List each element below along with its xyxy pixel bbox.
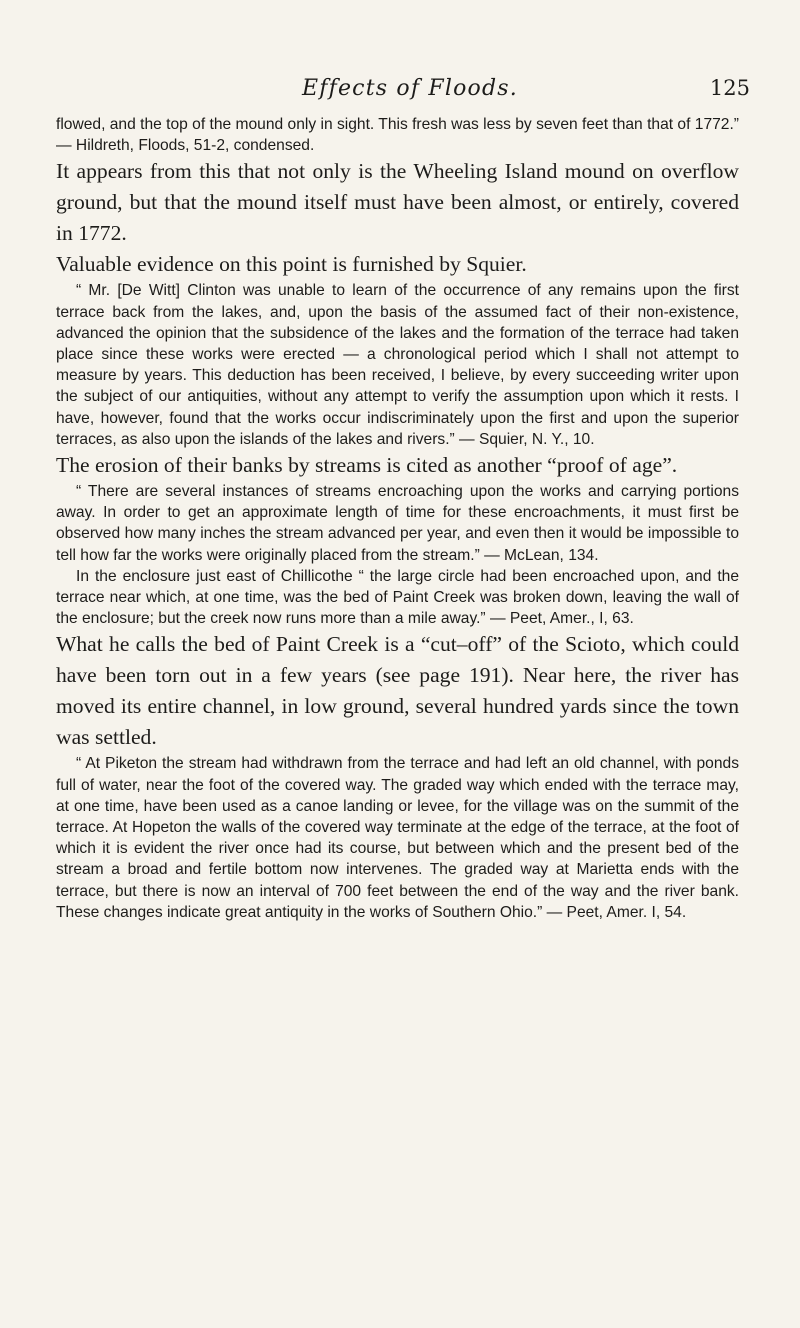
prose-paragraph-paint-creek: What he calls the bed of Paint Creek is a “cut–off” of the Scioto, which could have been torn out in a few years (see page 191). Near here, the river has moved its entire channel, in low ground, several hundred yards since the town was settled. — [56, 632, 739, 750]
quote-paragraph-mclean: “ There are several instances of streams encroaching upon the works and carrying portions away. In order to get an approximate length of time for these encroachments, it must first be observed how many inches the stream advanced per year, and even then it would be impossible to tell how far the works were originally placed from the stream.” — McLean, 134. — [56, 483, 739, 564]
quote-paragraph-chillicothe: In the enclosure just east of Chillicothe “ the large circle had been encroached upon, and the terrace near which, at one time, was the bed of Paint Creek was broken down, leaving the wall of the enclosure; but the creek now runs more than a mile away.” — Peet, Amer., I, 63. — [56, 567, 739, 628]
quote-paragraph-hildreth-end: flowed, and the top of the mound only in sight. This fresh was less by seven feet than that of 1772.” — Hildreth, Floods, 51-2, condensed. — [56, 116, 739, 155]
page-number: 125 — [709, 76, 750, 100]
prose-paragraph-wheeling-island: It appears from this that not only is the Wheeling Island mound on overflow ground, but that the mound itself must have been almost, or entirely, covered in 1772. — [56, 159, 739, 246]
quote-paragraph-piketon: “ At Piketon the stream had withdrawn from the terrace and had left an old channel, with ponds full of water, near the foot of the covered way. The graded way which ended with the terrace may, at one time, have been used as a canoe landing or levee, for the village was on the summit of the terrace. At Hopeton the walls of the covered way terminate at the edge of the terrace, at the foot of which it is evident the river once had its course, but between which and the present bed of the stream a broad and fertile bottom now intervenes. The graded way at Marietta ends with the terrace, but there is now an interval of 700 feet between the end of the way and the river bank. These changes indicate great antiquity in the works of Southern Ohio.” — Peet, Amer. I, 54. — [56, 755, 739, 921]
prose-paragraph-erosion: The erosion of their banks by streams is cited as another “proof of age”. — [56, 453, 678, 478]
running-head-title: Effects of Floods. — [302, 76, 518, 101]
running-head — [70, 76, 750, 108]
prose-paragraph-squier-intro: Valuable evidence on this point is furnished by Squier. — [56, 252, 527, 277]
quote-paragraph-squier: “ Mr. [De Witt] Clinton was unable to learn of the occurrence of any remains upon the first terrace back from the lakes, and, upon the basis of the assumed fact of their non-existence, advanced the opinion that the subsidence of the lakes and the formation of the terrace had taken place since these works were erected — a chronological period which I shall not attempt to measure by years. This deduction has been received, I believe, by every succeeding writer upon the subject of our antiquities, without any attempt to verify the assumption upon which it rests. I have, however, found that the works occur indiscriminately upon the first and upon the superior terraces, as also upon the islands of the lakes and rivers.” — Squier, N. Y., 10. — [56, 282, 739, 448]
page-body — [56, 114, 739, 923]
